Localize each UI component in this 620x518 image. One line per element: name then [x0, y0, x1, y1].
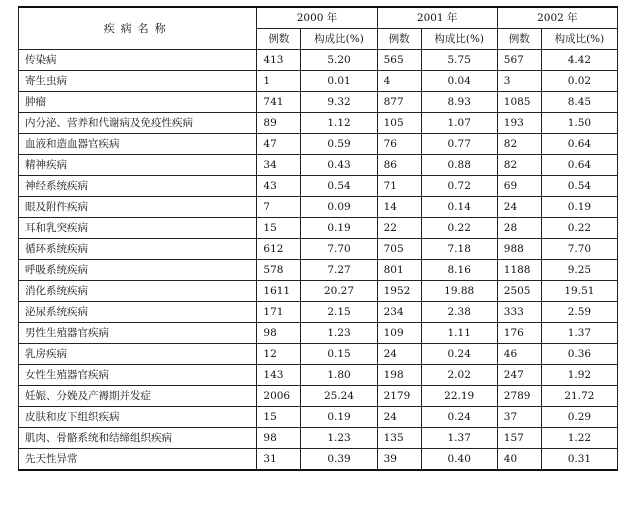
ratio-cell: 9.32 [301, 92, 377, 113]
count-cell: 98 [257, 428, 301, 449]
table-row [19, 365, 618, 386]
table-row [19, 176, 618, 197]
count-cell: 15 [257, 407, 301, 428]
disease-name-cell: 先天性异常 [19, 449, 257, 471]
ratio-cell: 21.72 [541, 386, 617, 407]
table-row [19, 218, 618, 239]
ratio-cell: 0.19 [301, 218, 377, 239]
ratio-cell: 4.42 [541, 50, 617, 71]
count-cell: 14 [377, 197, 421, 218]
count-header: 例数 [257, 29, 301, 50]
table-row [19, 302, 618, 323]
count-cell: 1611 [257, 281, 301, 302]
ratio-cell: 0.29 [541, 407, 617, 428]
count-cell: 413 [257, 50, 301, 71]
table-row [19, 344, 618, 365]
count-cell: 7 [257, 197, 301, 218]
count-cell: 877 [377, 92, 421, 113]
table-row [19, 113, 618, 134]
ratio-cell: 1.22 [541, 428, 617, 449]
count-cell: 12 [257, 344, 301, 365]
disease-statistics-table [18, 6, 618, 471]
table-row [19, 323, 618, 344]
ratio-cell: 1.11 [421, 323, 497, 344]
disease-name-cell: 眼及附件疾病 [19, 197, 257, 218]
disease-name-cell: 内分泌、营养和代谢病及免疫性疾病 [19, 113, 257, 134]
disease-name-cell: 乳房疾病 [19, 344, 257, 365]
ratio-cell: 22.19 [421, 386, 497, 407]
disease-name-cell: 消化系统疾病 [19, 281, 257, 302]
ratio-cell: 2.02 [421, 365, 497, 386]
ratio-cell: 25.24 [301, 386, 377, 407]
count-cell: 135 [377, 428, 421, 449]
ratio-cell: 0.64 [541, 155, 617, 176]
ratio-cell: 7.27 [301, 260, 377, 281]
count-cell: 578 [257, 260, 301, 281]
count-cell: 143 [257, 365, 301, 386]
year-header-row [19, 7, 618, 29]
disease-name-cell: 泌尿系统疾病 [19, 302, 257, 323]
ratio-cell: 0.39 [301, 449, 377, 471]
count-cell: 98 [257, 323, 301, 344]
count-cell: 565 [377, 50, 421, 71]
ratio-cell: 1.12 [301, 113, 377, 134]
count-cell: 28 [497, 218, 541, 239]
table-row [19, 71, 618, 92]
count-cell: 193 [497, 113, 541, 134]
ratio-cell: 0.64 [541, 134, 617, 155]
count-cell: 89 [257, 113, 301, 134]
count-cell: 198 [377, 365, 421, 386]
ratio-header: 构成比(%) [421, 29, 497, 50]
table-row [19, 407, 618, 428]
ratio-cell: 1.80 [301, 365, 377, 386]
ratio-cell: 1.23 [301, 428, 377, 449]
disease-name-cell: 循环系统疾病 [19, 239, 257, 260]
ratio-cell: 0.54 [301, 176, 377, 197]
count-cell: 24 [377, 407, 421, 428]
ratio-header: 构成比(%) [301, 29, 377, 50]
table-row [19, 50, 618, 71]
ratio-cell: 5.20 [301, 50, 377, 71]
count-cell: 1188 [497, 260, 541, 281]
disease-name-cell: 男性生殖器官疾病 [19, 323, 257, 344]
count-cell: 82 [497, 155, 541, 176]
count-cell: 15 [257, 218, 301, 239]
ratio-cell: 0.19 [541, 197, 617, 218]
count-cell: 46 [497, 344, 541, 365]
ratio-cell: 1.23 [301, 323, 377, 344]
count-cell: 333 [497, 302, 541, 323]
count-cell: 4 [377, 71, 421, 92]
table-row [19, 197, 618, 218]
ratio-cell: 0.88 [421, 155, 497, 176]
count-cell: 47 [257, 134, 301, 155]
ratio-cell: 0.24 [421, 407, 497, 428]
ratio-cell: 2.38 [421, 302, 497, 323]
ratio-cell: 7.18 [421, 239, 497, 260]
ratio-cell: 0.19 [301, 407, 377, 428]
ratio-cell: 0.72 [421, 176, 497, 197]
disease-name-cell: 妊娠、分娩及产褥期并发症 [19, 386, 257, 407]
ratio-cell: 19.51 [541, 281, 617, 302]
count-cell: 86 [377, 155, 421, 176]
ratio-cell: 0.09 [301, 197, 377, 218]
count-cell: 24 [377, 344, 421, 365]
count-cell: 2505 [497, 281, 541, 302]
count-cell: 76 [377, 134, 421, 155]
ratio-cell: 1.37 [541, 323, 617, 344]
count-cell: 43 [257, 176, 301, 197]
ratio-cell: 0.22 [421, 218, 497, 239]
table-row [19, 449, 618, 471]
ratio-cell: 0.77 [421, 134, 497, 155]
ratio-cell: 2.15 [301, 302, 377, 323]
count-cell: 39 [377, 449, 421, 471]
ratio-cell: 0.01 [301, 71, 377, 92]
ratio-cell: 0.54 [541, 176, 617, 197]
table-row [19, 92, 618, 113]
count-cell: 69 [497, 176, 541, 197]
ratio-cell: 20.27 [301, 281, 377, 302]
count-cell: 37 [497, 407, 541, 428]
disease-name-cell: 呼吸系统疾病 [19, 260, 257, 281]
count-cell: 741 [257, 92, 301, 113]
count-cell: 801 [377, 260, 421, 281]
count-cell: 1952 [377, 281, 421, 302]
ratio-cell: 0.40 [421, 449, 497, 471]
ratio-cell: 0.04 [421, 71, 497, 92]
ratio-header: 构成比(%) [541, 29, 617, 50]
count-cell: 40 [497, 449, 541, 471]
ratio-cell: 0.36 [541, 344, 617, 365]
ratio-cell: 7.70 [301, 239, 377, 260]
table-body [19, 50, 618, 471]
ratio-cell: 0.02 [541, 71, 617, 92]
ratio-cell: 2.59 [541, 302, 617, 323]
ratio-cell: 1.37 [421, 428, 497, 449]
count-cell: 105 [377, 113, 421, 134]
count-cell: 82 [497, 134, 541, 155]
year-header: 2002 年 [497, 7, 617, 29]
disease-name-cell: 耳和乳突疾病 [19, 218, 257, 239]
year-header: 2000 年 [257, 7, 377, 29]
table-row [19, 260, 618, 281]
count-cell: 31 [257, 449, 301, 471]
disease-name-cell: 女性生殖器官疾病 [19, 365, 257, 386]
count-cell: 988 [497, 239, 541, 260]
disease-name-cell: 神经系统疾病 [19, 176, 257, 197]
ratio-cell: 1.92 [541, 365, 617, 386]
table-row [19, 386, 618, 407]
count-cell: 3 [497, 71, 541, 92]
ratio-cell: 9.25 [541, 260, 617, 281]
table-row [19, 239, 618, 260]
count-cell: 1085 [497, 92, 541, 113]
count-cell: 2006 [257, 386, 301, 407]
disease-name-cell: 皮肤和皮下组织疾病 [19, 407, 257, 428]
ratio-cell: 8.16 [421, 260, 497, 281]
count-cell: 171 [257, 302, 301, 323]
disease-name-cell: 精神疾病 [19, 155, 257, 176]
ratio-cell: 1.07 [421, 113, 497, 134]
ratio-cell: 8.45 [541, 92, 617, 113]
count-cell: 2179 [377, 386, 421, 407]
count-cell: 24 [497, 197, 541, 218]
year-header: 2001 年 [377, 7, 497, 29]
ratio-cell: 0.43 [301, 155, 377, 176]
ratio-cell: 8.93 [421, 92, 497, 113]
count-cell: 705 [377, 239, 421, 260]
ratio-cell: 7.70 [541, 239, 617, 260]
ratio-cell: 1.50 [541, 113, 617, 134]
table-row [19, 281, 618, 302]
table-row [19, 428, 618, 449]
disease-name-cell: 寄生虫病 [19, 71, 257, 92]
disease-name-cell: 肿瘤 [19, 92, 257, 113]
disease-name-header: 疾病名称 [19, 7, 257, 50]
ratio-cell: 5.75 [421, 50, 497, 71]
count-header: 例数 [377, 29, 421, 50]
count-cell: 71 [377, 176, 421, 197]
table-row [19, 155, 618, 176]
count-cell: 1 [257, 71, 301, 92]
ratio-cell: 0.14 [421, 197, 497, 218]
count-cell: 567 [497, 50, 541, 71]
table-row [19, 134, 618, 155]
ratio-cell: 0.59 [301, 134, 377, 155]
count-cell: 176 [497, 323, 541, 344]
count-cell: 157 [497, 428, 541, 449]
ratio-cell: 0.22 [541, 218, 617, 239]
count-cell: 2789 [497, 386, 541, 407]
ratio-cell: 0.15 [301, 344, 377, 365]
count-cell: 612 [257, 239, 301, 260]
disease-name-cell: 传染病 [19, 50, 257, 71]
count-cell: 109 [377, 323, 421, 344]
count-cell: 234 [377, 302, 421, 323]
count-cell: 22 [377, 218, 421, 239]
count-header: 例数 [497, 29, 541, 50]
count-cell: 247 [497, 365, 541, 386]
disease-name-cell: 血液和造血器官疾病 [19, 134, 257, 155]
disease-name-cell: 肌肉、骨骼系统和结缔组织疾病 [19, 428, 257, 449]
ratio-cell: 19.88 [421, 281, 497, 302]
count-cell: 34 [257, 155, 301, 176]
ratio-cell: 0.24 [421, 344, 497, 365]
ratio-cell: 0.31 [541, 449, 617, 471]
